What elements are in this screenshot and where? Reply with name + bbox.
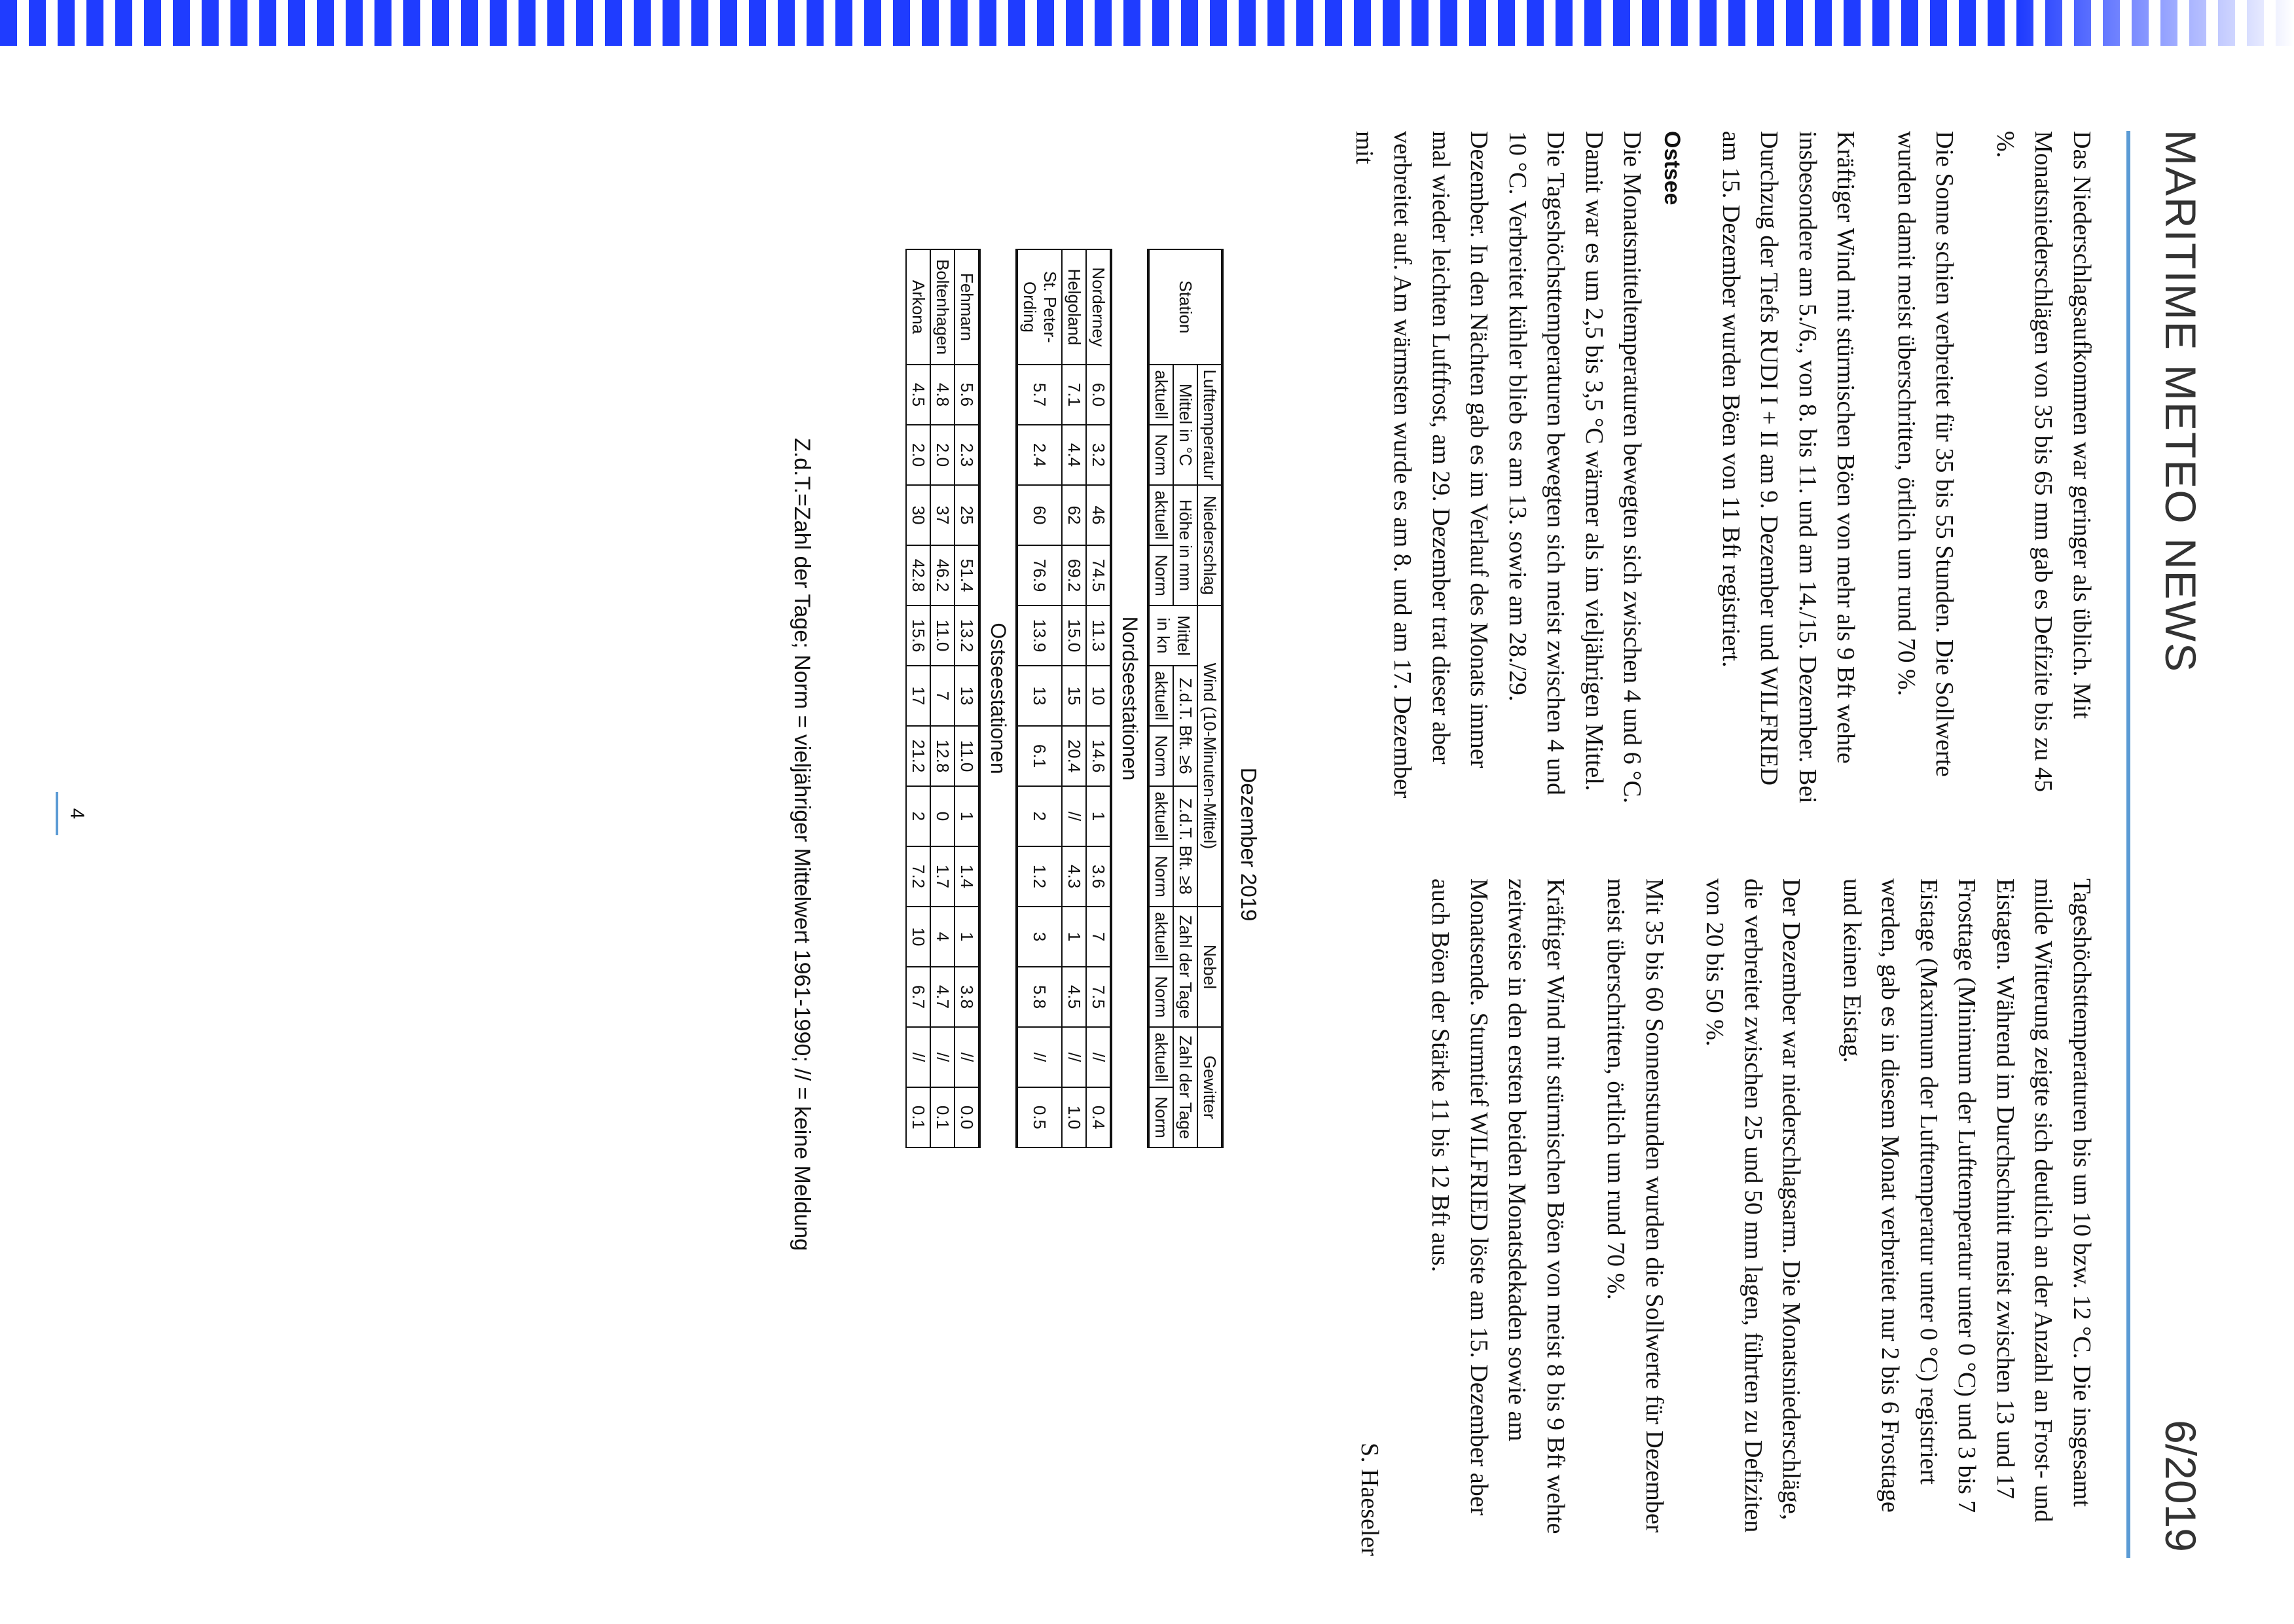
group-label-north: Nordseestationen: [1111, 249, 1148, 1147]
table-cell: //: [1062, 1027, 1086, 1087]
table-cell: 1: [1086, 786, 1111, 846]
table-cell: 60: [1017, 485, 1062, 545]
table-cell: 7.2: [906, 846, 930, 907]
table-cell: //: [955, 1027, 979, 1087]
table-cell: 0.5: [1017, 1087, 1062, 1147]
table-cell: 69.2: [1062, 545, 1086, 605]
table-cell: 30: [906, 485, 930, 545]
table-cell: 11.3: [1086, 605, 1111, 666]
table-cell: 3: [1017, 907, 1062, 967]
page-number-rule: [56, 792, 58, 835]
left-column: [1323, 131, 2102, 808]
table-cell: 25: [955, 485, 979, 545]
table-cell: 1: [1062, 907, 1086, 967]
table-cell: 0.1: [906, 1087, 930, 1147]
group-label-baltic: Ostseestationen: [979, 249, 1017, 1147]
header-norm: Norm: [1148, 967, 1173, 1027]
table-cell: 11.0: [955, 726, 979, 786]
header-temp-sub: Mittel in °C: [1173, 365, 1197, 485]
table-row: [1017, 249, 1062, 1147]
station-cell: Fehmarn: [955, 249, 979, 365]
header-wind: Wind (10-Minuten-Mittel): [1197, 605, 1222, 907]
table-cell: 0.4: [1086, 1087, 1111, 1147]
header-station: Station: [1148, 249, 1222, 365]
table-cell: 46: [1086, 485, 1111, 545]
table-cell: 7.5: [1086, 967, 1111, 1027]
table-cell: 11.0: [930, 605, 955, 666]
table-row: [1086, 249, 1111, 1147]
table-cell: 13: [955, 666, 979, 726]
author-signature: S. Haeseler: [1356, 1442, 1383, 1556]
paragraph: Der Dezember war niederschlagsarm. Die Monatsniederschläge, die verbreitet zwischen 25 und 50 mm lagen, führten zu Defiziten von 20 bis 50 %.: [1701, 878, 1806, 1533]
table-cell: 2.0: [930, 425, 955, 485]
table-cell: 0.0: [955, 1087, 979, 1147]
table-row: [1062, 249, 1086, 1147]
table-cell: 46.2: [930, 545, 955, 605]
table-cell: 4.5: [906, 365, 930, 425]
table-cell: 4.3: [1062, 846, 1086, 907]
paragraph: Das Niederschlagsaufkommen war geringer als üblich. Mit Monatsniederschlägen von 35 bis 65 mm gab es Defizite bis zu 45 %.: [1992, 131, 2096, 792]
table-cell: 4.5: [1062, 967, 1086, 1027]
table-cell: 7.1: [1062, 365, 1086, 425]
table-cell: //: [1017, 1027, 1062, 1087]
paragraph: Die Monatsmitteltemperaturen bewegten sich zwischen 4 und 6 °C. Damit war es um 2,5 bis 3,5 °C wärmer als im vieljährigen Mittel. Die Tageshöchsttemperaturen bewegten sich meist zwischen 4 und 10 °C. Verbreitet kühler blieb es am 13. sowie am 28./29. Dezember. In den Nächten gab es im Verlauf des Monats immer mal wieder leichten Luftfrost, am 29. Dezember trat dieser aber verbreitet auf. Am wärmsten wurde es am 8. und am 17. Dezember mit: [1351, 131, 1647, 804]
header-norm: Norm: [1148, 545, 1173, 605]
table-cell: 76.9: [1017, 545, 1062, 605]
station-cell: Boltenhagen: [930, 249, 955, 365]
table-cell: 13: [1017, 666, 1062, 726]
table-cell: 2.4: [1017, 425, 1062, 485]
table-cell: 42.8: [906, 545, 930, 605]
table-cell: 1: [955, 907, 979, 967]
table-cell: 5.8: [1017, 967, 1062, 1027]
table-cell: 2: [906, 786, 930, 846]
table-cell: //: [1062, 786, 1086, 846]
table-cell: 5.6: [955, 365, 979, 425]
table-cell: 3.8: [955, 967, 979, 1027]
header-rule: [2126, 131, 2130, 1558]
header-aktuell: aktuell: [1148, 786, 1173, 846]
header-aktuell: aktuell: [1148, 485, 1173, 545]
header-aktuell: aktuell: [1148, 365, 1173, 425]
table-title: Dezember 2019: [1237, 767, 1261, 922]
header-fog: Nebel: [1197, 907, 1222, 1027]
table-cell: 4: [930, 907, 955, 967]
station-cell: Arkona: [906, 249, 930, 365]
header-aktuell: aktuell: [1148, 666, 1173, 726]
header-wind-zdt8: Z.d.T. Bft. ≥8: [1173, 786, 1197, 907]
paragraph: Kräftiger Wind mit stürmischen Böen von meist 8 bis 9 Bft wehte zeitweise in den ersten beiden Monatsdekaden sowie am Monatsende. Sturmtief WILFRIED löste am 15. Dezember aber auch Böen der Stärke 11 bis 12 Bft aus.: [1427, 878, 1569, 1534]
header-wind-mean: Mittel in kn: [1148, 605, 1197, 666]
table-cell: 17: [906, 666, 930, 726]
table-cell: 0: [930, 786, 955, 846]
station-cell: Helgoland: [1062, 249, 1086, 365]
issue-number: 6/2019: [2157, 1420, 2205, 1552]
paragraph: Mit 35 bis 60 Sonnenstunden wurden die Sollwerte für Dezember meist überschritten, örtlich um rund 70 %.: [1602, 878, 1668, 1533]
header-fog-sub: Zahl der Tage: [1173, 907, 1197, 1027]
table-cell: 6.0: [1086, 365, 1111, 425]
table-cell: 10: [906, 907, 930, 967]
table-cell: //: [1086, 1027, 1111, 1087]
table-cell: 51.4: [955, 545, 979, 605]
table-cell: 13.2: [955, 605, 979, 666]
table-cell: 1: [955, 786, 979, 846]
header-norm: Norm: [1148, 846, 1173, 907]
table-cell: 10: [1086, 666, 1111, 726]
table-cell: 37: [930, 485, 955, 545]
table-cell: 3.6: [1086, 846, 1111, 907]
table-cell: 74.5: [1086, 545, 1111, 605]
table-cell: 62: [1062, 485, 1086, 545]
table-footnote: Z.d.T.=Zahl der Tage; Norm = vieljähriger Mittelwert 1961-1990; // = keine Meldung: [790, 438, 814, 1251]
table-row: [906, 249, 930, 1147]
table-cell: 2: [1017, 786, 1062, 846]
header-norm: Norm: [1148, 1087, 1173, 1147]
table-cell: 13.9: [1017, 605, 1062, 666]
table-cell: 6.1: [1017, 726, 1062, 786]
table-cell: 2.0: [906, 425, 930, 485]
header-temperature: Lufttemperatur: [1197, 365, 1222, 485]
table-cell: 14.6: [1086, 726, 1111, 786]
table-row: [955, 249, 979, 1147]
table-row: [930, 249, 955, 1147]
table-cell: 4.7: [930, 967, 955, 1027]
table-cell: //: [906, 1027, 930, 1087]
newsletter-title: MARITIME METEO NEWS: [2157, 130, 2205, 673]
header-aktuell: aktuell: [1148, 1027, 1173, 1087]
table-cell: 3.2: [1086, 425, 1111, 485]
table-cell: 12.8: [930, 726, 955, 786]
station-cell: St. Peter-Ording: [1017, 249, 1062, 365]
header-thunder: Gewitter: [1197, 1027, 1222, 1147]
right-column: [1351, 878, 2102, 1556]
table-cell: 1.2: [1017, 846, 1062, 907]
paragraph: Kräftiger Wind mit stürmischen Böen von mehr als 9 Bft wehte insbesondere am 5./6., von 8. bis 11. und am 14./15. Dezember. Bei Durchzug der Tiefs RUDI I + II am 9. Dezember und WILFRIED am 15. Dezember wurden Böen von 11 Bft registriert.: [1717, 131, 1860, 804]
table-cell: 21.2: [906, 726, 930, 786]
header-precipitation: Niederschlag: [1197, 485, 1222, 605]
table-cell: 1.7: [930, 846, 955, 907]
table-cell: 1.0: [1062, 1087, 1086, 1147]
paragraph: Die Sonne schien verbreitet für 35 bis 55 Stunden. Die Sollwerte wurden damit meist überschritten, örtlich um rund 70 %.: [1893, 131, 1959, 777]
header-wind-zdt6: Z.d.T. Bft. ≥6: [1173, 666, 1197, 786]
header-aktuell: aktuell: [1148, 907, 1173, 967]
paragraph: Tageshöchsttemperaturen bis um 10 bzw. 12 °C. Die insgesamt milde Witterung zeigte sich deutlich an der Anzahl an Frost- und Eistagen. Während im Durchschnitt meist zwischen 13 und 17 Frosttage (Minimum der Lufttemperatur unter 0 °C) und 3 bis 7 Eistage (Maximum der Lufttemperatur unter 0 °C) registriert werden, gab es in diesem Monat verbreitet nur 2 bis 6 Frosttage und keinen Eistag.: [1838, 878, 2096, 1523]
table-cell: 4.4: [1062, 425, 1086, 485]
table-cell: 7: [1086, 907, 1111, 967]
table-cell: 15.0: [1062, 605, 1086, 666]
header-norm: Norm: [1148, 425, 1173, 485]
header-precip-sub: Höhe in mm: [1173, 485, 1197, 605]
table-cell: 2.3: [955, 425, 979, 485]
header-norm: Norm: [1148, 726, 1173, 786]
header-thunder-sub: Zahl der Tage: [1173, 1027, 1197, 1147]
station-cell: Norderney: [1086, 249, 1111, 365]
climate-table: [905, 249, 1224, 1148]
table-cell: 0.1: [930, 1087, 955, 1147]
table-cell: 6.7: [906, 967, 930, 1027]
page-number: 4: [66, 808, 88, 820]
section-heading-ostsee: Ostsee: [1660, 131, 1685, 206]
table-cell: 1.4: [955, 846, 979, 907]
table-cell: 7: [930, 666, 955, 726]
table-cell: 15.6: [906, 605, 930, 666]
table-cell: 5.7: [1017, 365, 1062, 425]
table-cell: 15: [1062, 666, 1086, 726]
table-cell: 20.4: [1062, 726, 1086, 786]
table-cell: 4.8: [930, 365, 955, 425]
table-cell: //: [930, 1027, 955, 1087]
